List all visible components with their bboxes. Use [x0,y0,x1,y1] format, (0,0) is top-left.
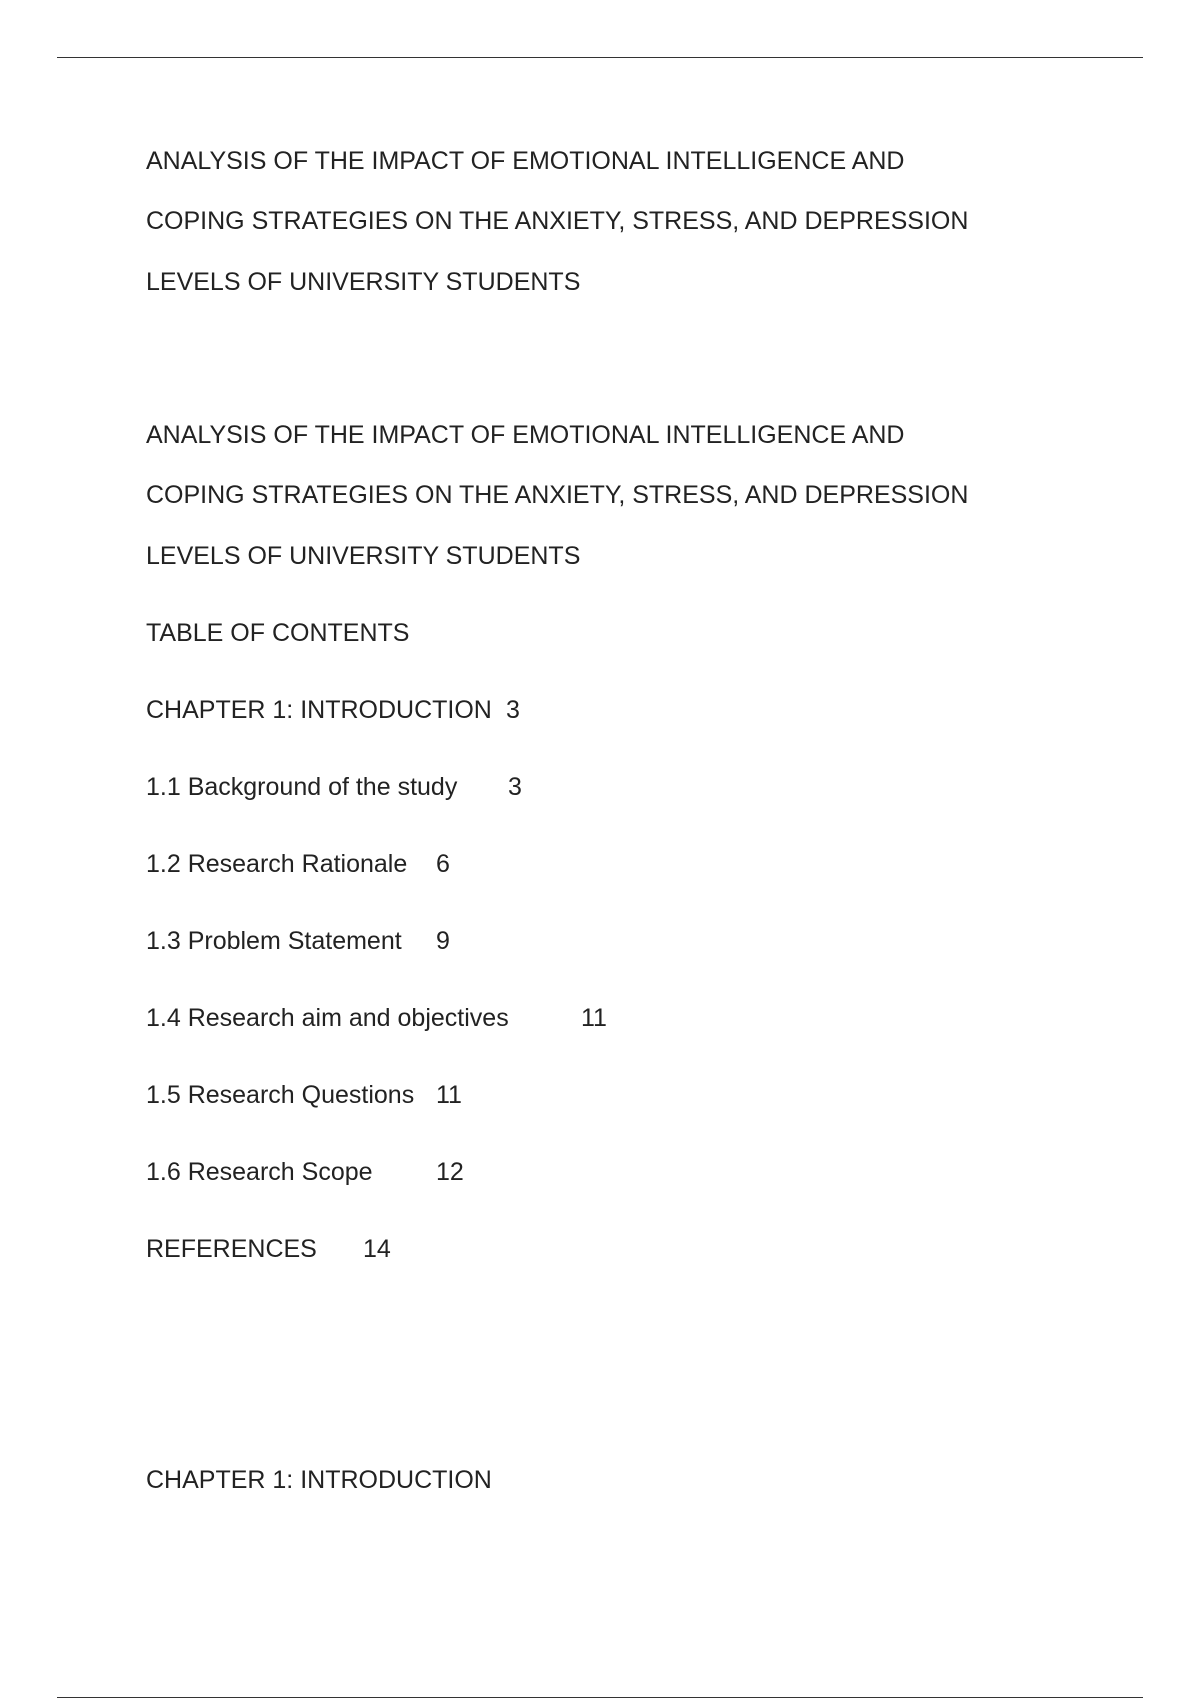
toc-entry-label: CHAPTER 1: INTRODUCTION [146,696,492,724]
footer-rule [57,1697,1143,1698]
title-line-2: COPING STRATEGIES ON THE ANXIETY, STRESS, AND DEPRESSION [146,207,969,235]
title-repeat-line-1: ANALYSIS OF THE IMPACT OF EMOTIONAL INTELLIGENCE AND [146,421,905,449]
toc-entry-page: 3 [506,696,520,724]
toc-entry-page: 12 [436,1158,464,1186]
toc-entry-label: 1.1 Background of the study [146,773,458,801]
toc-entry-page: 3 [508,773,522,801]
title-line-1: ANALYSIS OF THE IMPACT OF EMOTIONAL INTELLIGENCE AND [146,147,905,175]
title-line-3: LEVELS OF UNIVERSITY STUDENTS [146,268,581,296]
toc-entry-page: 6 [436,850,450,878]
toc-entry-label: 1.2 Research Rationale [146,850,408,878]
toc-entry-label: 1.3 Problem Statement [146,927,402,955]
header-rule [57,57,1143,58]
toc-entry-label: 1.4 Research aim and objectives [146,1004,509,1032]
toc-entry-label: 1.6 Research Scope [146,1158,373,1186]
toc-heading: TABLE OF CONTENTS [146,619,410,647]
toc-entry-page: 9 [436,927,450,955]
title-repeat-line-2: COPING STRATEGIES ON THE ANXIETY, STRESS, AND DEPRESSION [146,481,969,509]
toc-entry-page: 11 [581,1004,607,1032]
toc-entry-label: REFERENCES [146,1235,317,1263]
chapter-heading: CHAPTER 1: INTRODUCTION [146,1466,492,1494]
title-repeat-line-3: LEVELS OF UNIVERSITY STUDENTS [146,542,581,570]
toc-entry-page: 14 [363,1235,391,1263]
toc-entry-page: 11 [436,1081,462,1109]
toc-entry-label: 1.5 Research Questions [146,1081,415,1109]
